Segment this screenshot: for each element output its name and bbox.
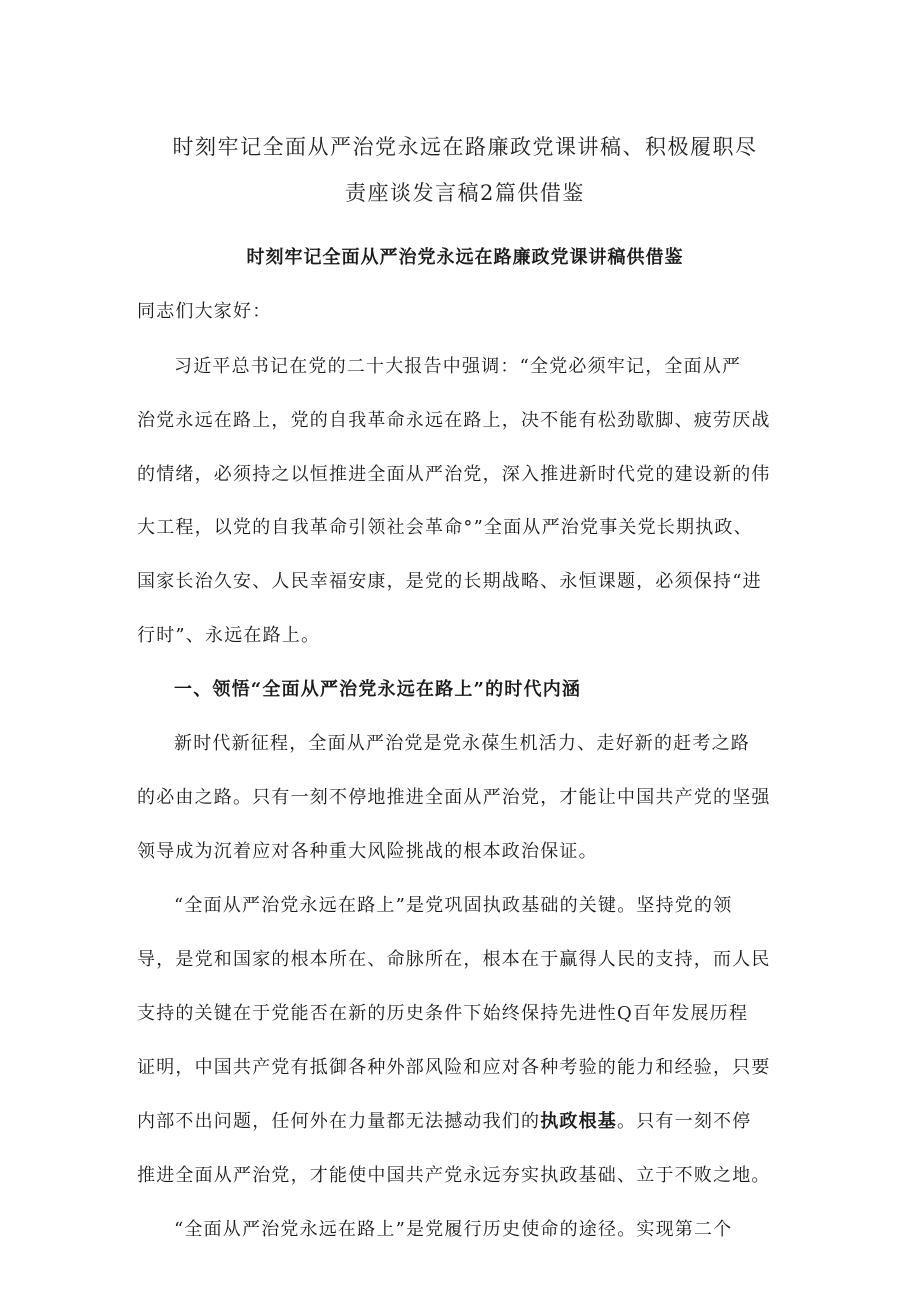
paragraph-3-line bbox=[137, 1107, 751, 1133]
paragraph-1-line: 行时”、永远在路上。 bbox=[137, 625, 321, 646]
paragraph-1-line: 国家长治久安、人民幸福安康，是党的长期战略、永恒课题，必须保持“进 bbox=[137, 571, 762, 592]
section-subtitle: 时刻牢记全面从严治党永远在路廉政党课讲稿供借鉴 bbox=[246, 247, 684, 268]
paragraph-3-line: 证明，中国共产党有抵御各种外部风险和应对各种考验的能力和经验，只要 bbox=[137, 1057, 771, 1078]
paragraph-3-line: 导，是党和国家的根本所在、命脉所在，根本在于赢得人民的支持，而人民 bbox=[137, 949, 771, 970]
document-title-line-2: 责座谈发言稿2篇供借鉴 bbox=[345, 181, 585, 205]
paragraph-1-line: 的情绪，必须持之以恒推进全面从严治党，深入推进新时代党的建设新的伟 bbox=[137, 464, 771, 485]
paragraph-3-line: 支持的关键在于党能否在新的历史条件下始终保持先进性Q百年发展历程 bbox=[137, 1003, 749, 1024]
greeting: 同志们大家好： bbox=[137, 301, 272, 322]
paragraph-3-line: “全面从严治党永远在路上”是党巩固执政基础的关键。坚持党的领 bbox=[174, 895, 733, 916]
paragraph-3-line: 推进全面从严治党，才能使中国共产党永远夯实执政基础、立于不败之地。 bbox=[137, 1165, 771, 1186]
paragraph-2-line: 的必由之路。只有一刻不停地推进全面从严治党，才能让中国共产党的坚强 bbox=[137, 787, 771, 808]
paragraph-1-line: 治党永远在路上，党的自我革命永远在路上，决不能有松劲歇脚、疲劳厌战 bbox=[137, 410, 771, 431]
paragraph-2-line: 领导成为沉着应对各种重大风险挑战的根本政治保证。 bbox=[137, 841, 598, 862]
paragraph-3-text: 。只有一刻不停 bbox=[617, 1111, 752, 1132]
paragraph-1-line: 习近平总书记在党的二十大报告中强调：“全党必须牢记，全面从严 bbox=[174, 356, 742, 377]
section-heading-1: 一、领悟“全面从严治党永远在路上”的时代内涵 bbox=[174, 679, 582, 700]
paragraph-4-line: “全面从严治党永远在路上”是党履行历史使命的途径。实现第二个 bbox=[174, 1219, 733, 1240]
paragraph-2-line: 新时代新征程，全面从严治党是党永葆生机活力、走好新的赶考之路 bbox=[174, 733, 750, 754]
paragraph-1-line: 大工程，以党的自我革命引领社会革命°”全面从严治党事关党长期执政、 bbox=[137, 517, 753, 538]
emphasized-text: 执政根基 bbox=[540, 1111, 618, 1132]
paragraph-3-text: 内部不出问题，任何外在力量都无法撼动我们的 bbox=[137, 1111, 541, 1132]
document-title-line-1: 时刻牢记全面从严治党永远在路廉政党课讲稿、积极履职尽 bbox=[172, 135, 758, 159]
